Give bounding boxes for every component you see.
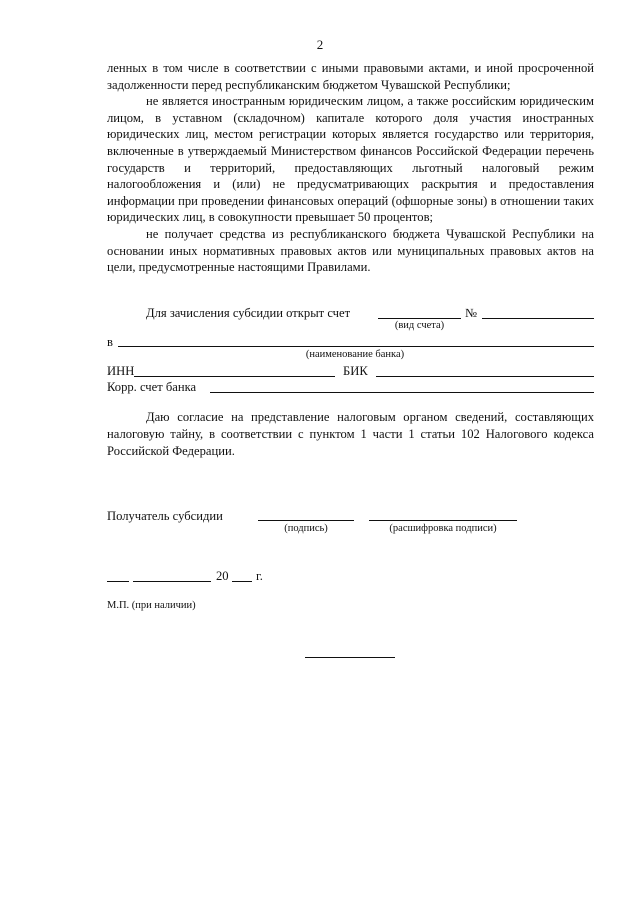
paragraph-debt: ленных в том числе в соответствии с иными правовыми актами, и иной просроченной задолженности перед республиканским бюджетом Чувашской Республики; bbox=[107, 61, 594, 92]
account-type-line bbox=[378, 318, 461, 319]
inn-label: ИНН bbox=[107, 364, 135, 378]
account-type-caption: (вид счета) bbox=[394, 320, 445, 331]
closing-divider bbox=[305, 657, 395, 658]
date-year-suffix: г. bbox=[256, 569, 263, 583]
bank-name-line bbox=[118, 346, 594, 347]
bik-line bbox=[376, 376, 594, 377]
corr-account-line bbox=[210, 392, 594, 393]
inn-line bbox=[134, 376, 335, 377]
account-number-line bbox=[482, 318, 594, 319]
signature-decode-line bbox=[369, 520, 517, 521]
stamp-label: М.П. (при наличии) bbox=[107, 600, 196, 611]
account-number-sign: № bbox=[465, 306, 478, 320]
date-year-prefix: 20 bbox=[216, 569, 229, 583]
page-number: 2 bbox=[316, 37, 324, 52]
eligibility-text bbox=[107, 60, 594, 276]
signature-line bbox=[258, 520, 354, 521]
account-label: Для зачисления субсидии открыт счет bbox=[146, 306, 351, 320]
signature-decode-caption: (расшифровка подписи) bbox=[389, 523, 497, 534]
bank-prefix: в bbox=[107, 335, 113, 349]
bank-name-caption: (наименование банка) bbox=[305, 349, 405, 360]
date-year-line bbox=[232, 581, 252, 582]
date-day-line bbox=[107, 581, 129, 582]
paragraph-no-other-funds: не получает средства из республиканского бюджета Чувашской Республики на основании иных нормативных правовых актов или муниципальных правовых актов на цели, предусмотренные настоящими Правилами. bbox=[107, 226, 594, 275]
corr-account-label: Корр. счет банка bbox=[107, 380, 197, 394]
date-month-line bbox=[133, 581, 211, 582]
recipient-label: Получатель субсидии bbox=[107, 509, 223, 523]
consent-paragraph: Даю согласие на представление налоговым органом сведений, составляющих налоговую тайну, в соответствии с пунктом 1 части 1 статьи 102 Налогового кодекса Российской Федерации. bbox=[107, 410, 594, 458]
paragraph-foreign-entity: не является иностранным юридическим лицом, а также российским юридическим лицом, в уставном (складочном) капитале которого доля участия иностранных юридических лиц, местом регистрации которых является государство или территория, включенные в утверждаемый Министерством финансов Российской Федерации перечень государств и территорий, предоставляющих льготный налоговый режим налогообложения и (или) не предусматривающих раскрытия и предоставления информации при проведении финансовых операций (офшорные зоны) в отношении таких юридических лиц, в совокупности превышает 50 процентов; bbox=[107, 94, 594, 225]
signature-caption: (подпись) bbox=[284, 523, 328, 534]
bik-label: БИК bbox=[343, 364, 368, 378]
